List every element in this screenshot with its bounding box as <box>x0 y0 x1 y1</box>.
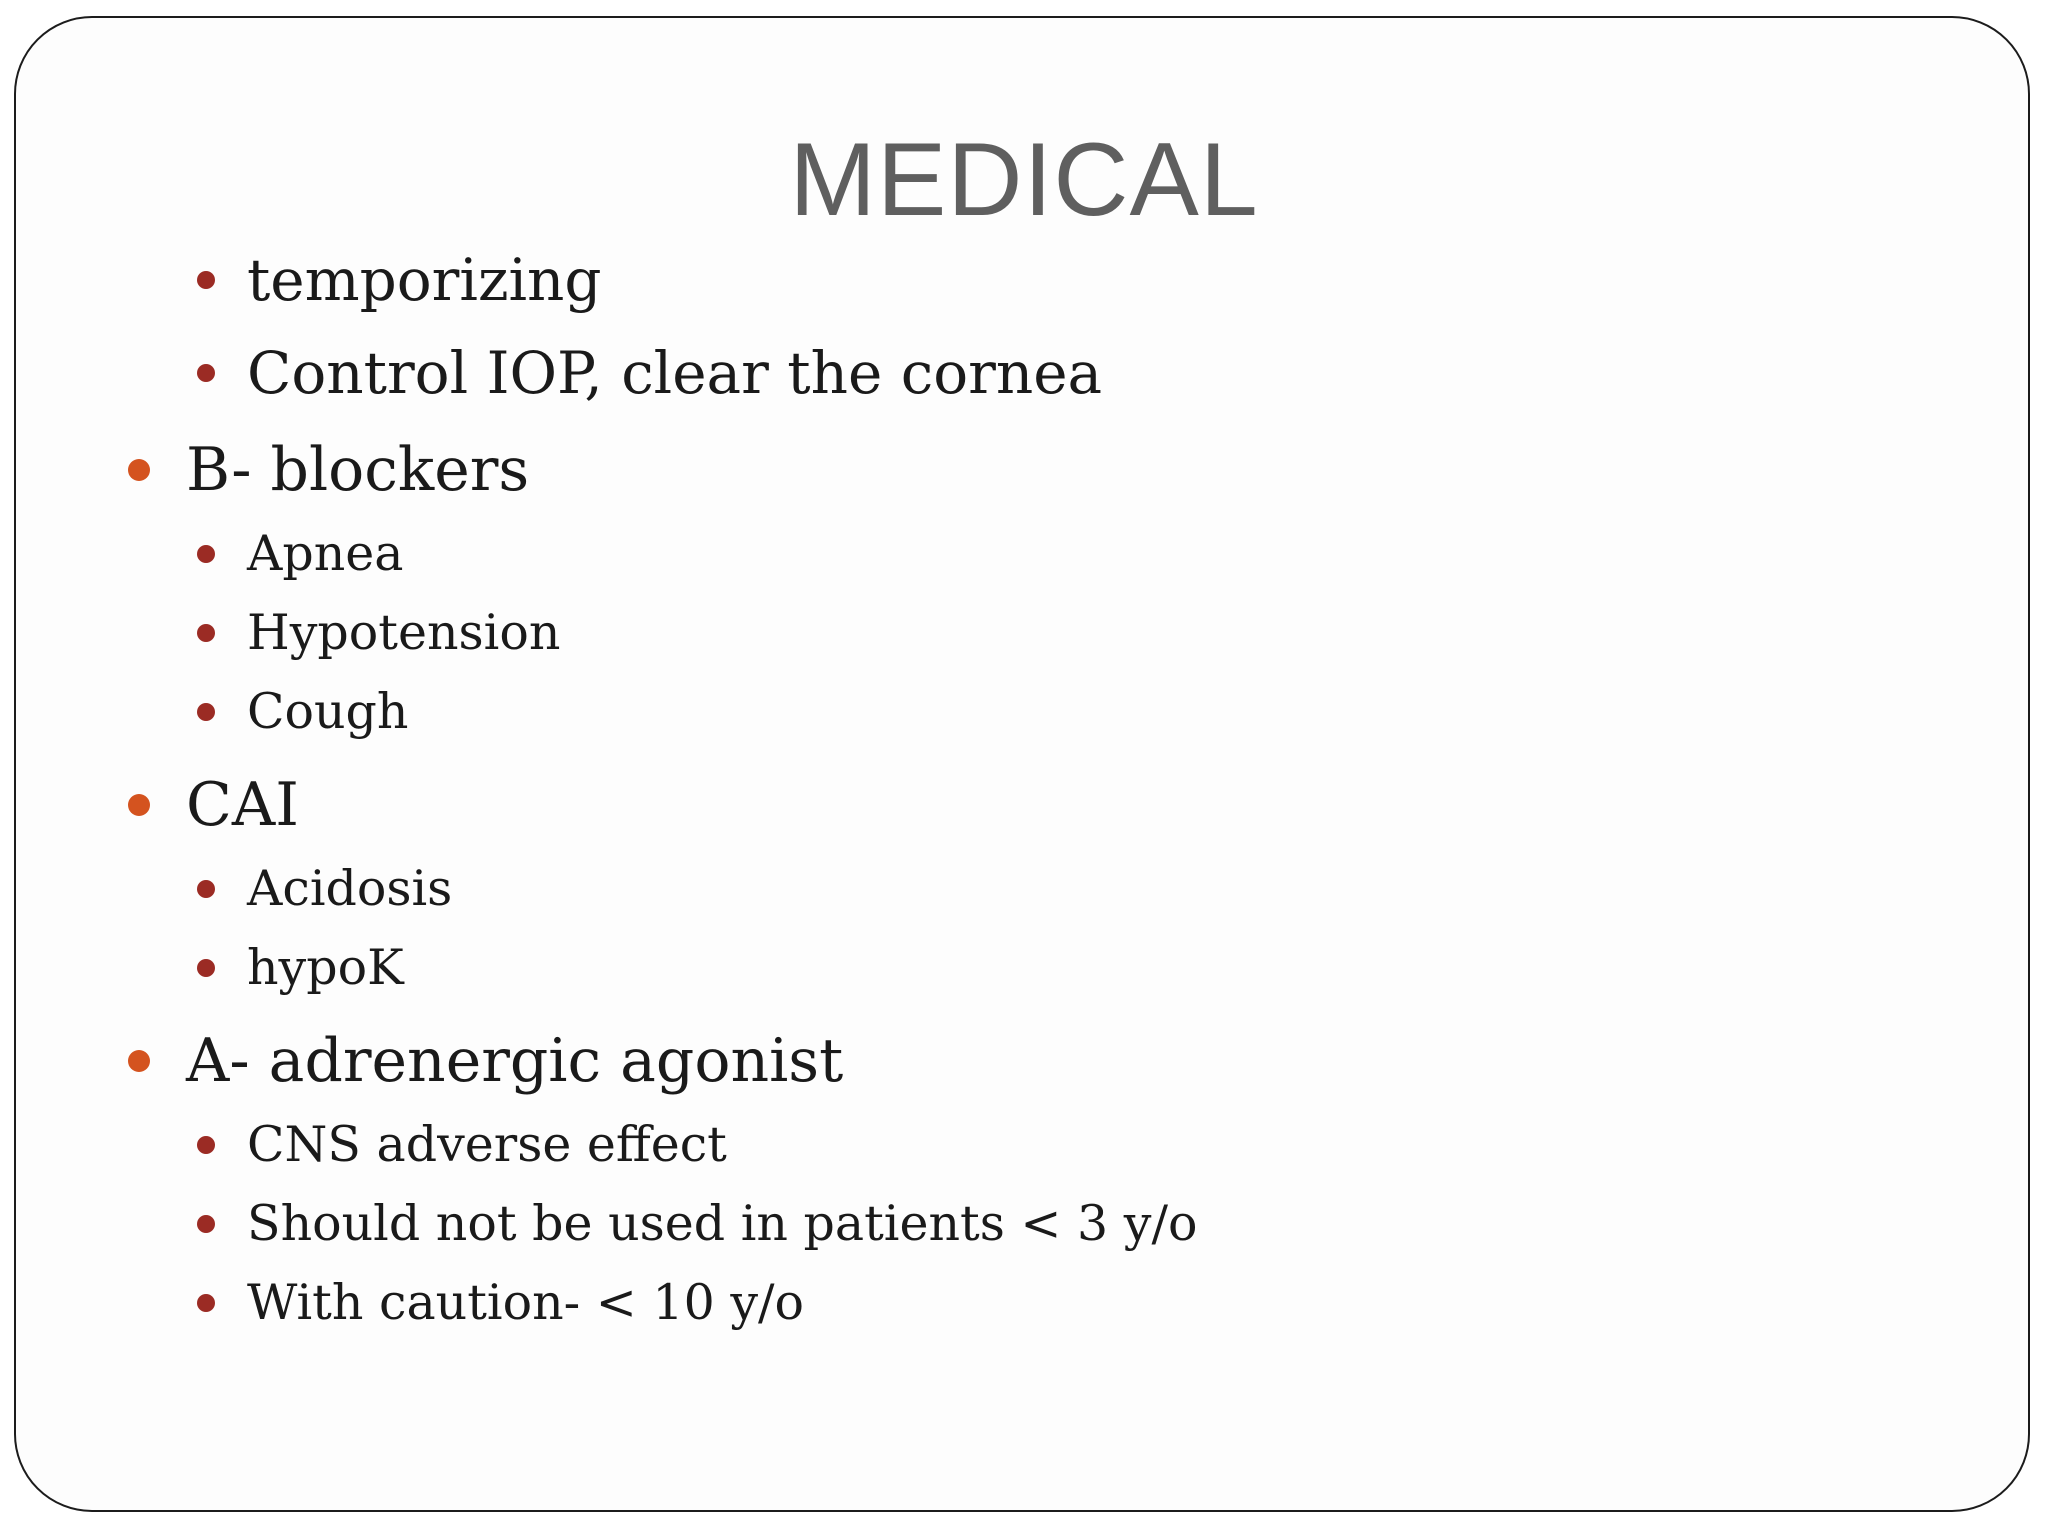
bullet-text: Hypotension <box>247 604 561 661</box>
bullet-item <box>247 1273 804 1333</box>
bullet-dot-icon <box>197 1294 215 1312</box>
bullet-item <box>186 1026 843 1096</box>
bullet-text: Control IOP, clear the cornea <box>247 339 1103 407</box>
bullet-item <box>247 859 452 919</box>
bullet-dot-icon <box>197 624 215 642</box>
bullet-dot-icon <box>128 1050 150 1072</box>
bullet-dot-icon <box>197 703 215 721</box>
bullet-dot-icon <box>197 1136 215 1154</box>
bullet-text: hypoK <box>247 939 404 996</box>
bullet-item <box>247 338 1102 408</box>
bullet-item <box>186 435 529 505</box>
bullet-item <box>247 938 404 998</box>
bullet-text: Apnea <box>247 525 404 582</box>
bullet-dot-icon <box>197 880 215 898</box>
slide-title: MEDICAL <box>789 122 1259 238</box>
bullet-text: A- adrenergic agonist <box>186 1026 844 1096</box>
bullet-item <box>247 245 602 315</box>
bullet-dot-icon <box>128 459 150 481</box>
bullet-text: CAI <box>186 770 299 840</box>
bullet-dot-icon <box>197 545 215 563</box>
bullet-text: Cough <box>247 683 409 740</box>
bullet-dot-icon <box>197 1215 215 1233</box>
bullet-item <box>247 524 404 584</box>
bullet-dot-icon <box>128 794 150 816</box>
bullet-text: temporizing <box>247 246 602 314</box>
bullet-item <box>247 682 408 742</box>
bullet-item <box>186 770 299 840</box>
bullet-text: Acidosis <box>247 860 453 917</box>
bullet-item <box>247 1194 1198 1254</box>
bullet-dot-icon <box>197 271 215 289</box>
bullet-text: With caution- < 10 y/o <box>247 1274 805 1331</box>
bullet-dot-icon <box>197 364 215 382</box>
bullet-text: Should not be used in patients < 3 y/o <box>247 1195 1198 1252</box>
bullet-text: CNS adverse effect <box>247 1116 727 1173</box>
bullet-text: B- blockers <box>186 435 530 505</box>
bullet-item <box>247 603 560 663</box>
bullet-item <box>247 1115 727 1175</box>
bullet-dot-icon <box>197 959 215 977</box>
